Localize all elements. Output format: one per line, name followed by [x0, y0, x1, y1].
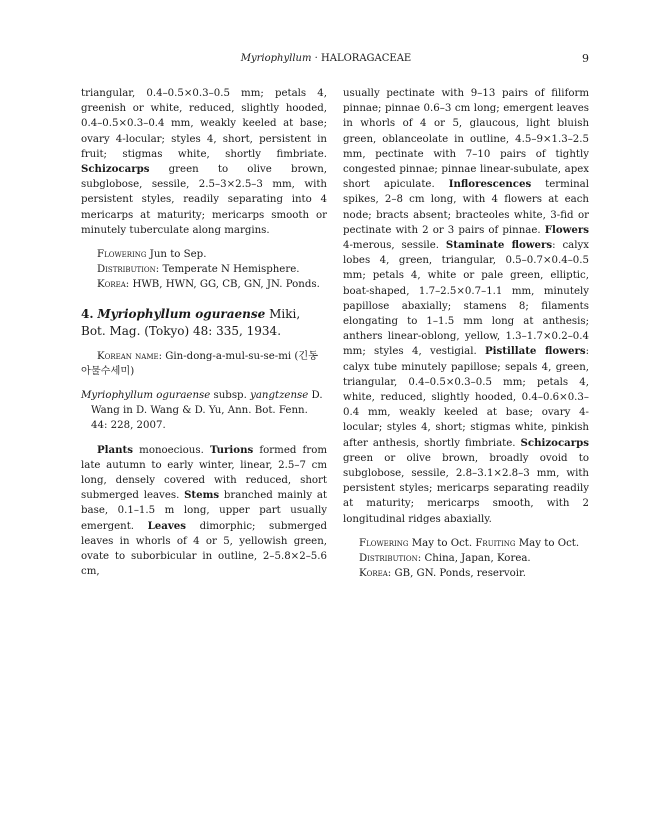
plants-text: monoecious.	[132, 444, 210, 456]
stems-label: Stems	[184, 489, 220, 502]
schizocarps-label-right: Schizocarps	[520, 436, 589, 449]
header-genus: Myriophyllum	[240, 53, 312, 64]
right-column	[343, 86, 589, 582]
flowering-value: Jun to Sep.	[146, 249, 207, 261]
korea-line-right	[343, 566, 589, 581]
distribution-line-right	[343, 551, 589, 566]
korean-name-label: Korean name:	[97, 350, 163, 362]
flowering-fruiting-line	[343, 536, 589, 551]
flowering-label-right: Flowering	[359, 537, 409, 549]
synonym-name: Myriophyllum oguraense	[81, 390, 211, 402]
running-header	[0, 53, 652, 64]
synonym-citation: D. Wang in D. Wang & D. Yu, Ann. Bot. Fenn. 44: 228, 2007.	[91, 390, 323, 432]
header-family: HALORAGACEAE	[321, 53, 412, 64]
leaves-label: Leaves	[147, 519, 186, 532]
korea-value-right: GB, GN. Ponds, reservoir.	[391, 568, 526, 580]
intro-text: triangular, 0.4–0.5×0.3–0.5 mm; petals 4, greenish or white, reduced, slightly hooded, 0.4–0.5×0.3–0.4 mm, weakly keeled at base; ovary 4-locular; styles 4, short, persistent in fruit; stigmas white, shortly fimbriate.	[81, 88, 327, 160]
pistillate-text: : calyx tube minutely papillose; sepals 4, green, triangular, 0.4–0.5×0.3–0.5 mm; petals 4, white, reduced, slightly hooded, 0.4–0.6×0.3–0.4 mm, weakly keeled at base; ovary 4-locular; styles 4, short; stigmas white, pinkish after anthesis, shortly fimbriate.	[343, 346, 589, 449]
inflorescences-label: Inflorescences	[448, 178, 532, 191]
distribution-label: Distribution:	[97, 264, 160, 276]
species-name: Myriophyllum oguraense	[97, 306, 266, 321]
staminate-label: Staminate flowers	[445, 239, 553, 252]
synonym-line	[81, 388, 327, 434]
stems-text: branched mainly at base, 0.1–1.5 m long, upper part usually emergent.	[81, 490, 327, 532]
flowering-label: Flowering	[97, 249, 147, 261]
left-column	[81, 86, 327, 579]
synonym-mid: subsp.	[210, 390, 251, 402]
schizocarps-label: Schizocarps	[81, 163, 150, 176]
fruiting-label: Fruiting	[475, 537, 516, 549]
korea-label-right: Korea:	[359, 568, 392, 580]
description-continued-right	[343, 86, 589, 527]
flowers-text: 4-merous, sessile.	[343, 240, 446, 252]
turions-label: Turions	[209, 443, 254, 456]
distribution-line	[81, 262, 327, 277]
distribution-value: Temperate N Hemisphere.	[159, 264, 300, 276]
header-separator: ·	[311, 53, 322, 64]
leaves-text: dimorphic; submerged leaves in whorls of 4 or 5, yellowish green, ovate to suborbicular in outline, 2–5.8×2–5.6 cm,	[81, 520, 327, 578]
turions-text: formed from late autumn to early winter, linear, 2.5–7 cm long, densely covered with reduced, short submerged leaves.	[81, 444, 327, 502]
description-continued	[81, 86, 327, 238]
plants-label: Plants	[97, 443, 133, 456]
page-number: 9	[582, 52, 589, 65]
fruiting-value: May to Oct.	[515, 537, 580, 549]
synonym-subsp: yangtzense	[250, 390, 309, 402]
korean-name-line	[81, 349, 327, 379]
korea-value: HWB, HWN, GG, CB, GN, JN. Ponds.	[129, 279, 320, 291]
korea-label: Korea:	[97, 279, 130, 291]
schizocarps-text: green to olive brown, subglobose, sessile, 2.5–3×2.5–3 mm, with persistent styles, readily separating into 4 mericarps at maturity; mericarps smooth or minutely tuberculate along margins.	[81, 164, 327, 236]
korean-name-value: Gin-dong-a-mul-su-se-mi (긴동아물수세미)	[81, 350, 319, 377]
distribution-value-right: China, Japan, Korea.	[421, 553, 531, 565]
leaves-continued-text: usually pectinate with 9–13 pairs of filiform pinnae; pinnae 0.6–3 cm long; emergent leaves in whorls of 4 or 5, glaucous, light bluish green, oblanceolate in outline, 4.5–9×1.3–2.5 mm, pectinate with 7–10 pairs of tightly congested pinnae; pinnae linear-subulate, apex short apiculate.	[343, 88, 589, 191]
species-citation: Miki, Bot. Mag. (Tokyo) 48: 335, 1934.	[81, 306, 301, 338]
inflorescences-text: terminal spikes, 2–8 cm long, with 4 flowers at each node; bracts absent; bracteoles white, 3-fid or pectinate with 2 or 3 pairs of pinnae.	[343, 179, 589, 236]
korea-line	[81, 277, 327, 292]
pistillate-label: Pistillate flowers	[485, 345, 586, 358]
staminate-text: : calyx lobes 4, green, triangular, 0.5–0.7×0.4–0.5 mm; petals 4, white or pale green, elliptic, boat-shaped, 1.7–2.5×0.7–1.1 mm, minutely papillose abaxially; stamens 8; filaments elongating to 1–1.5 mm long at anthesis; anthers linear-oblong, yellow, 1.3–1.7×0.2–0.4 mm; styles 4, vestigial.	[343, 240, 589, 358]
distribution-label-right: Distribution:	[359, 553, 422, 565]
flowering-value-right: May to Oct.	[408, 537, 476, 549]
schizocarps-text-right: green or olive brown, broadly ovoid to subglobose, sessile, 2.8–3.1×2.8–3 mm, with persistent styles; mericarps separating readily at maturity; mericarps smooth, with 2 longitudinal ridges abaxially.	[343, 452, 589, 525]
flowering-line	[81, 247, 327, 262]
flowers-label: Flowers	[544, 223, 589, 236]
species-heading	[81, 306, 327, 340]
species-number: 4.	[81, 306, 94, 321]
species-description	[81, 443, 327, 580]
